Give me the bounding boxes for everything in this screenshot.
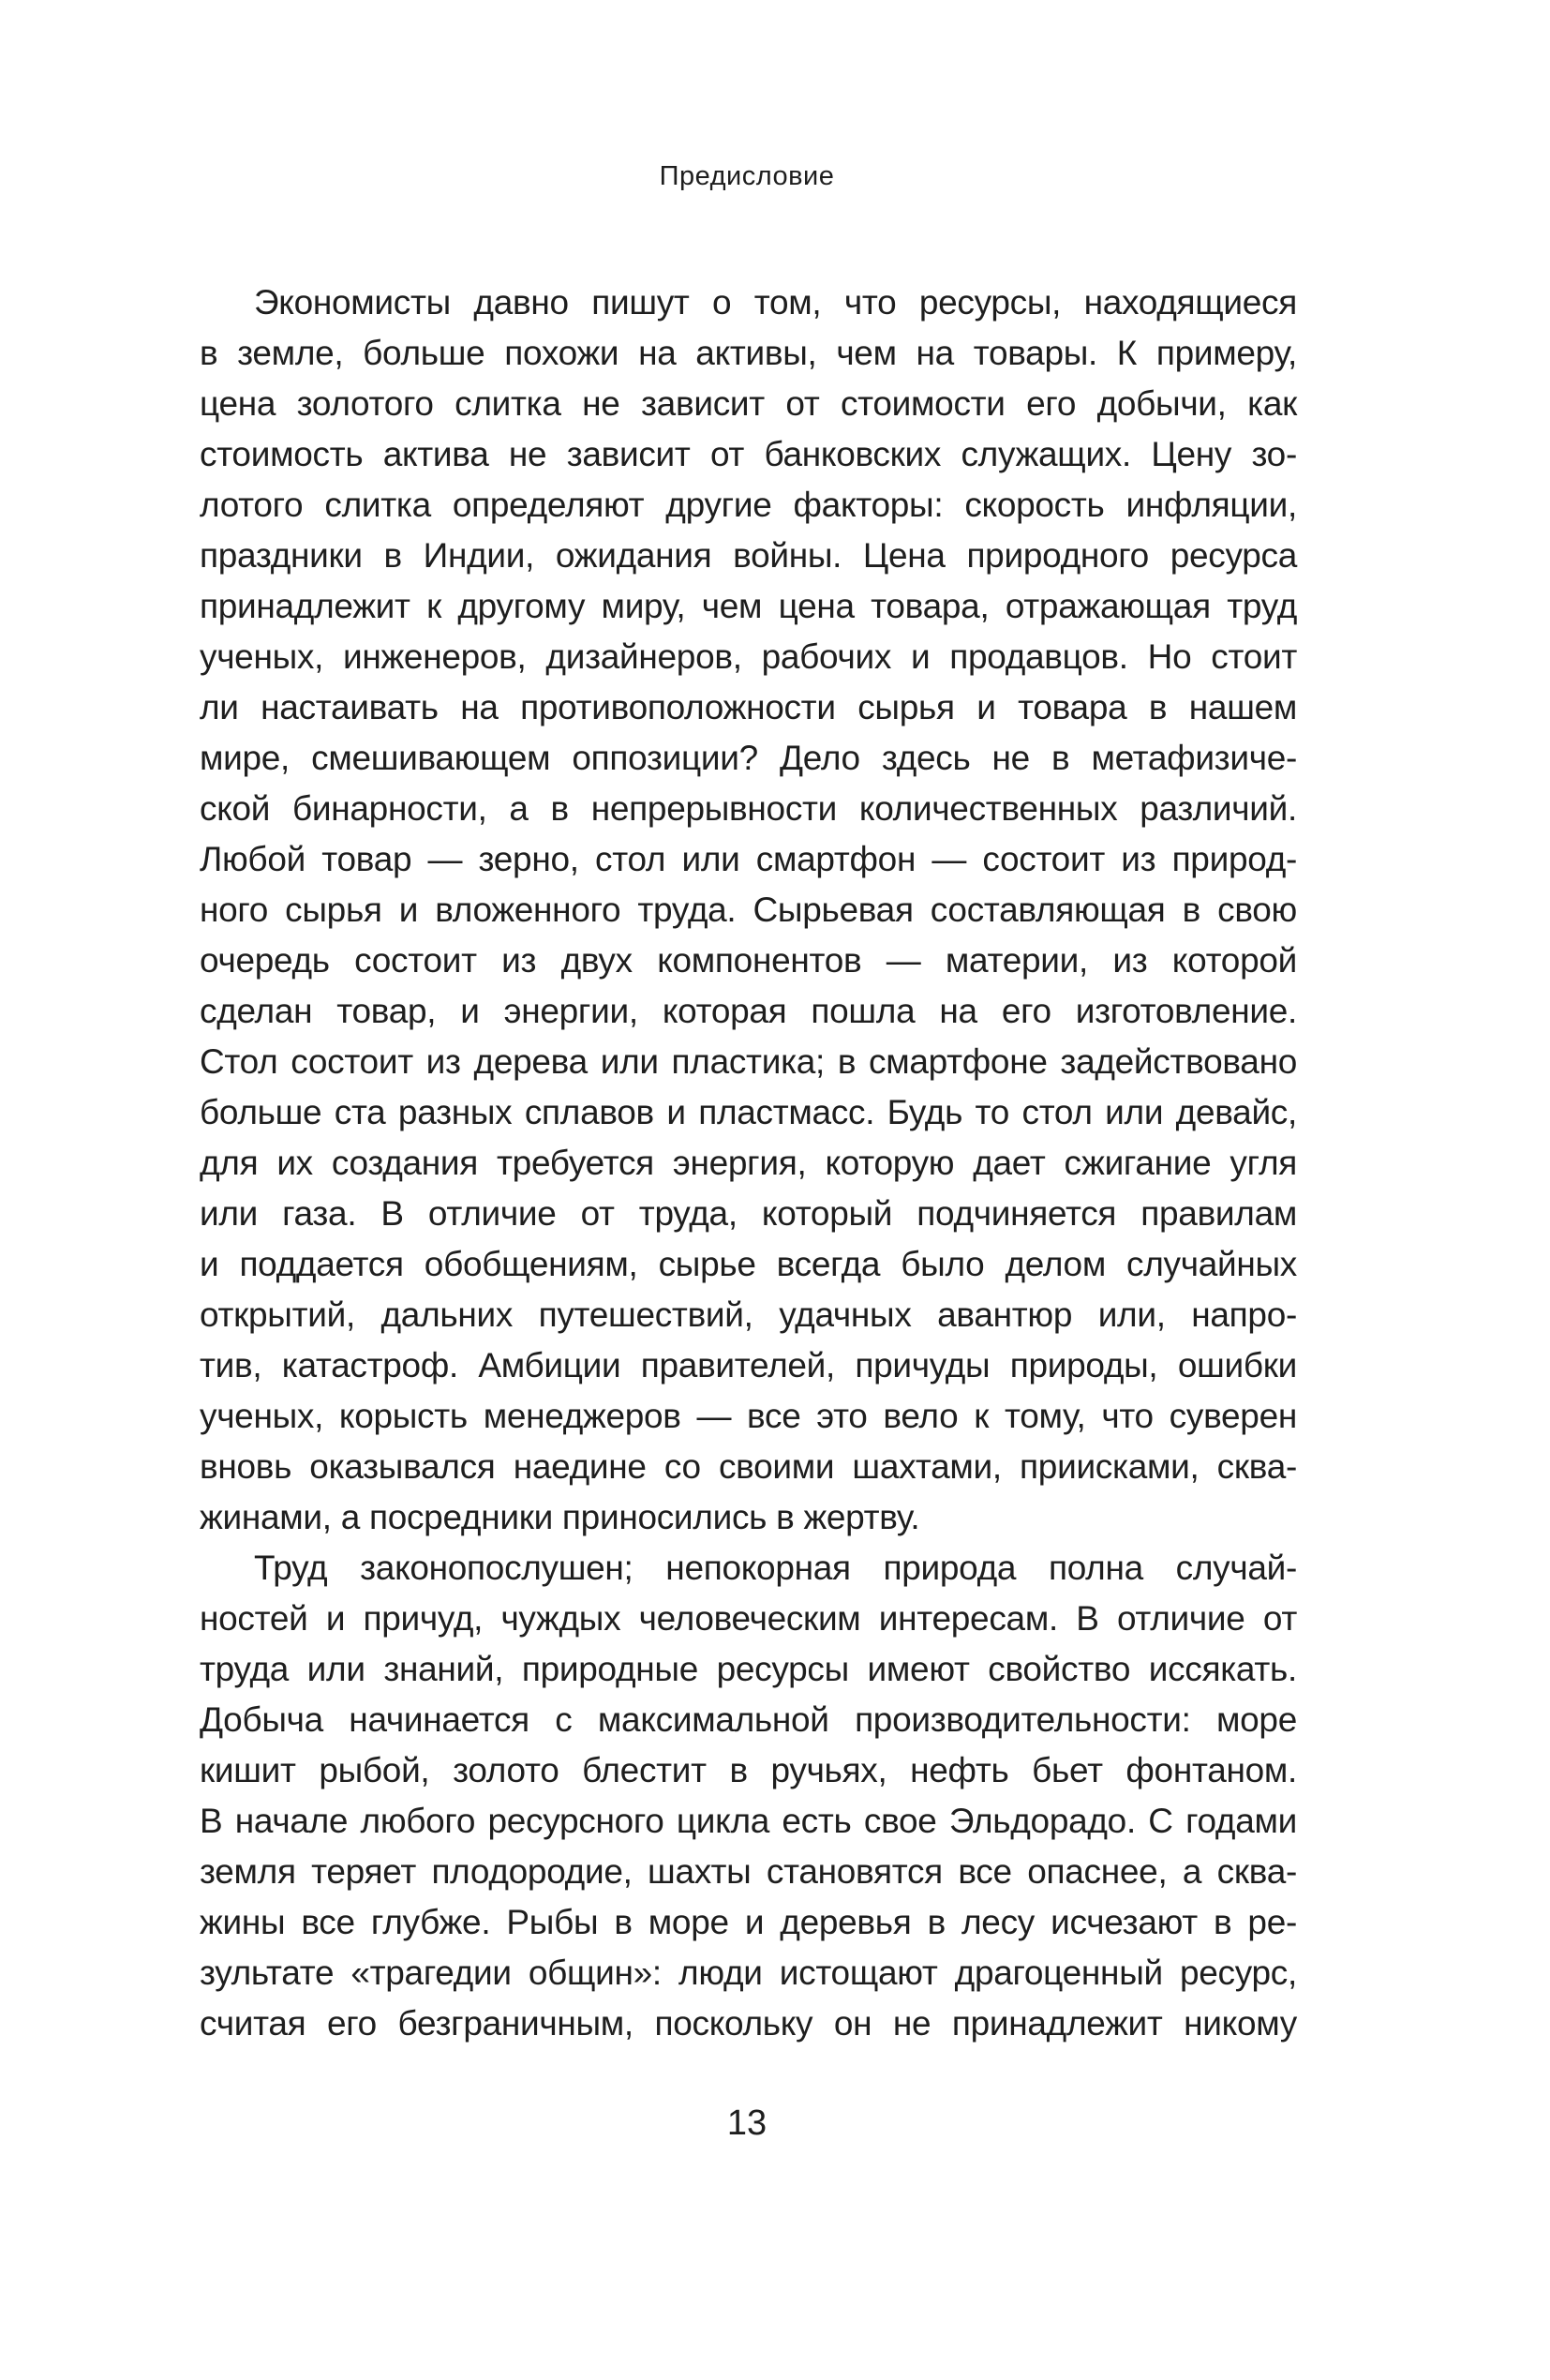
- text-line: тив, катастроф. Амбиции правителей, причуды природы, ошибки: [200, 1346, 1297, 1385]
- text-line: Стол состоит из дерева или пластика; в смартфоне задействовано: [200, 1042, 1297, 1081]
- text-line: Экономисты давно пишут о том, что ресурсы, находящиеся: [254, 283, 1297, 322]
- text-line: зультате «трагедии общин»: люди истощают драгоценный ресурс,: [200, 1953, 1297, 1992]
- page-number: 13: [726, 2103, 768, 2143]
- text-line: жины все глубже. Рыбы в море и деревья в лесу исчезают в ре-: [200, 1903, 1297, 1941]
- body-text: [200, 277, 1297, 2049]
- text-line: Добыча начинается с максимальной производительности: море: [200, 1700, 1297, 1739]
- text-line: ностей и причуд, чуждых человеческим интересам. В отличие от: [200, 1599, 1297, 1638]
- text-line: ли настаивать на противоположности сырья и товара в нашем: [200, 688, 1297, 726]
- text-line: цена золотого слитка не зависит от стоимости его добычи, как: [200, 384, 1297, 423]
- text-line: стоимость актива не зависит от банковских служащих. Цену зо-: [200, 435, 1297, 473]
- text-line: или газа. В отличие от труда, который подчиняется правилам: [200, 1194, 1297, 1233]
- text-line: открытий, дальних путешествий, удачных авантюр или, напро-: [200, 1295, 1297, 1334]
- running-head: Предисловие: [659, 161, 835, 191]
- text-line: ученых, инженеров, дизайнеров, рабочих и продавцов. Но стоит: [200, 637, 1297, 676]
- text-line: ного сырья и вложенного труда. Сырьевая составляющая в свою: [200, 891, 1297, 929]
- text-line: сделан товар, и энергии, которая пошла на его изготовление.: [200, 992, 1297, 1030]
- text-line: кишит рыбой, золото блестит в ручьях, нефть бьет фонтаном.: [200, 1751, 1297, 1789]
- text-line: земля теряет плодородие, шахты становятся все опаснее, а сква-: [200, 1852, 1297, 1891]
- text-line: считая его безграничным, поскольку он не принадлежит никому: [200, 2004, 1297, 2043]
- text-line: праздники в Индии, ожидания войны. Цена природного ресурса: [200, 536, 1297, 575]
- text-line: труда или знаний, природные ресурсы имеют свойство иссякать.: [200, 1650, 1297, 1688]
- text-line: для их создания требуется энергия, которую дает сжигание угля: [200, 1144, 1297, 1182]
- text-line: больше ста разных сплавов и пластмасс. Будь то стол или девайс,: [200, 1093, 1297, 1131]
- text-line: принадлежит к другому миру, чем цена товара, отражающая труд: [200, 587, 1297, 625]
- text-line: Труд законопослушен; непокорная природа полна случай-: [254, 1549, 1297, 1587]
- paragraph: [200, 1543, 1297, 2049]
- text-line: ской бинарности, а в непрерывности количественных различий.: [200, 789, 1297, 828]
- text-line: и поддается обобщениям, сырье всегда было делом случайных: [200, 1245, 1297, 1283]
- text-line: вновь оказывался наедине со своими шахтами, приисками, сква-: [200, 1447, 1297, 1486]
- text-line: жинами, а посредники приносились в жертву.: [200, 1498, 920, 1536]
- text-line: ученых, корысть менеджеров — все это вело к тому, что суверен: [200, 1397, 1297, 1435]
- text-line: очередь состоит из двух компонентов — материи, из которой: [200, 941, 1297, 980]
- text-line: В начале любого ресурсного цикла есть свое Эльдорадо. С годами: [200, 1802, 1297, 1840]
- text-line: лотого слитка определяют другие факторы: скорость инфляции,: [200, 486, 1297, 524]
- text-line: мире, смешивающем оппозиции? Дело здесь не в метафизиче-: [200, 739, 1297, 777]
- text-line: в земле, больше похожи на активы, чем на товары. К примеру,: [200, 334, 1297, 372]
- paragraph: [200, 277, 1297, 1543]
- text-line: Любой товар — зерно, стол или смартфон — состоит из природ-: [200, 840, 1297, 878]
